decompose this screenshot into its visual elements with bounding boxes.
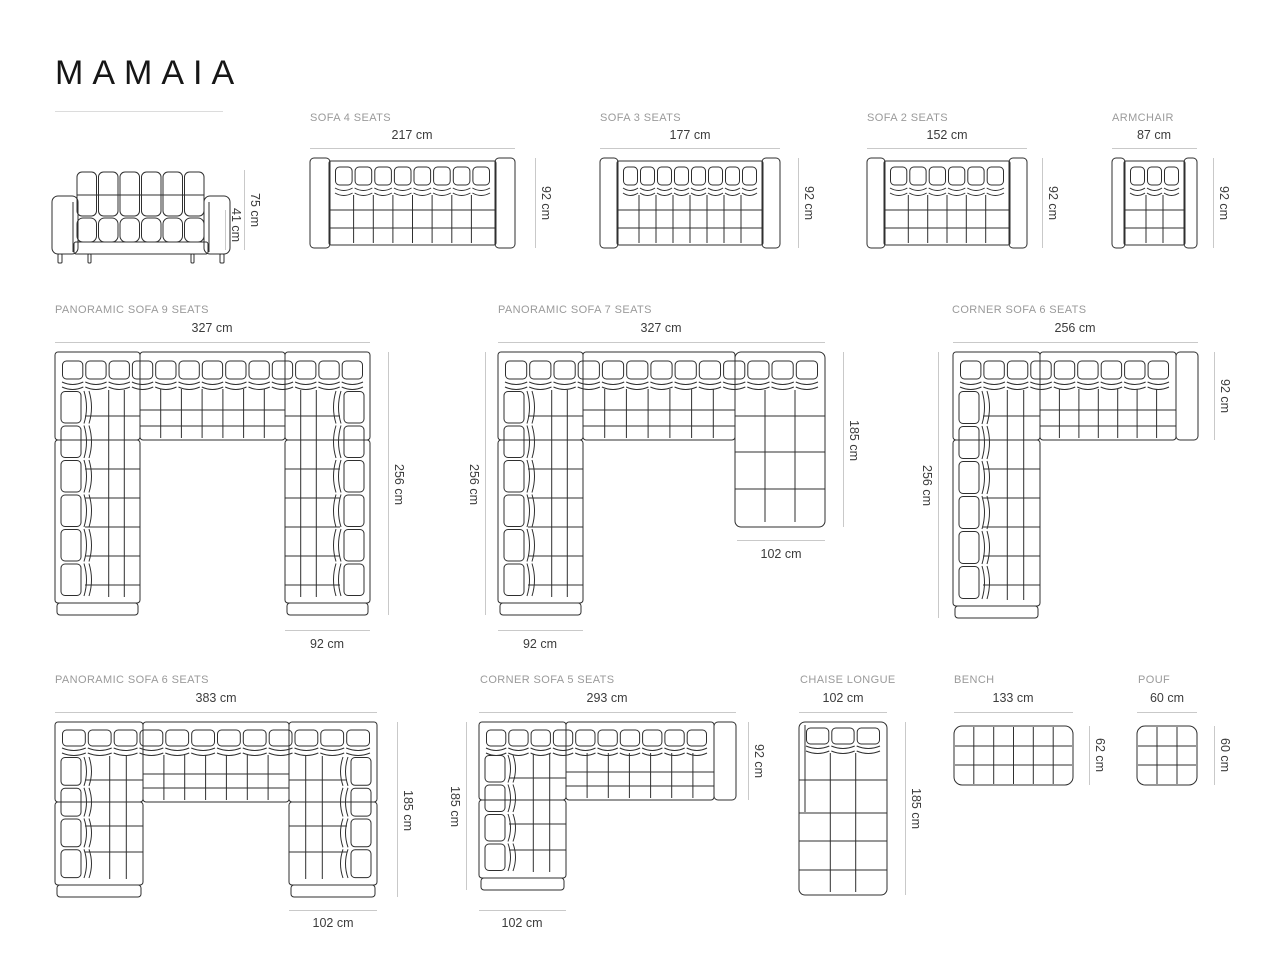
dim-chaise-width: 102 cm (822, 691, 864, 705)
dim-sofa4-width: 217 cm (391, 128, 433, 142)
dimline-corner6-width (953, 342, 1198, 343)
dimline-corner5-chaise (479, 910, 566, 911)
dim-pouf-width: 60 cm (1149, 691, 1185, 705)
label-panoramic-sofa-7-seats: PANORAMIC SOFA 7 SEATS (498, 304, 652, 316)
dim-pan7-left-depth: 256 cm (467, 463, 481, 505)
dimline-pan9-wing (285, 630, 370, 631)
dimline-bench-depth (1089, 726, 1090, 785)
dimline-sofa2-width (867, 148, 1027, 149)
dim-corner5-right-depth: 92 cm (752, 743, 766, 779)
bench-drawing (954, 726, 1073, 785)
dim-front-seat-height: 41 cm (229, 207, 243, 243)
panoramic-sofa-7-seats-drawing (498, 352, 825, 615)
label-sofa-3-seats: SOFA 3 SEATS (600, 112, 682, 124)
label-armchair: ARMCHAIR (1112, 112, 1174, 124)
dimline-sofa4-depth (535, 158, 536, 248)
dim-corner5-chaise: 102 cm (501, 916, 543, 930)
dimline-corner5-width (479, 712, 736, 713)
dimline-pouf-depth (1214, 726, 1215, 785)
chaise-longue-drawing (799, 722, 887, 895)
dim-sofa3-depth: 92 cm (802, 185, 816, 221)
dimline-front-height (244, 170, 245, 250)
dim-sofa2-depth: 92 cm (1046, 185, 1060, 221)
dim-corner5-left-depth: 185 cm (448, 785, 462, 827)
label-sofa-2-seats: SOFA 2 SEATS (867, 112, 949, 124)
label-bench: BENCH (954, 674, 995, 686)
dimline-bench-width (954, 712, 1073, 713)
dimline-pan7-left-depth (485, 352, 486, 615)
dimline-pan6-wing (289, 910, 377, 911)
sofa-4-seats-drawing (310, 158, 515, 248)
dimline-sofa2-depth (1042, 158, 1043, 248)
dim-pan7-width: 327 cm (640, 321, 682, 335)
title-underline (55, 111, 223, 112)
dimline-corner6-depth (1214, 352, 1215, 440)
dimline-corner5-right-depth (748, 722, 749, 800)
dim-bench-width: 133 cm (992, 691, 1034, 705)
dim-pan7-right-depth: 185 cm (847, 419, 861, 461)
page-title: MAMAIA (55, 54, 244, 92)
panoramic-sofa-9-seats-drawing (55, 352, 370, 615)
dimline-armchair-width (1112, 148, 1197, 149)
dim-pan7-chaise: 102 cm (760, 547, 802, 561)
dim-corner6-left-depth: 256 cm (920, 464, 934, 506)
dim-pan6-right-depth: 185 cm (401, 789, 415, 831)
dimline-sofa3-depth (798, 158, 799, 248)
dimline-chaise-width (799, 712, 887, 713)
dim-pan7-wing: 92 cm (522, 637, 558, 651)
dim-corner6-width: 256 cm (1054, 321, 1096, 335)
armchair-drawing (1112, 158, 1197, 248)
dim-pan6-width: 383 cm (195, 691, 237, 705)
sofa-front-elevation-drawing (52, 168, 230, 264)
dimline-pan9-width (55, 342, 370, 343)
pouf-drawing (1137, 726, 1197, 785)
dim-pan9-width: 327 cm (191, 321, 233, 335)
label-panoramic-sofa-6-seats: PANORAMIC SOFA 6 SEATS (55, 674, 209, 686)
dimline-sofa3-width (600, 148, 780, 149)
dim-bench-depth: 62 cm (1093, 737, 1107, 773)
dim-chaise-depth: 185 cm (909, 787, 923, 829)
dim-sofa4-depth: 92 cm (539, 185, 553, 221)
dimline-pan7-wing (498, 630, 583, 631)
dimline-corner6-left-depth (938, 352, 939, 618)
sofa-3-seats-drawing (600, 158, 780, 248)
label-panoramic-sofa-9-seats: PANORAMIC SOFA 9 SEATS (55, 304, 209, 316)
dim-corner5-width: 293 cm (586, 691, 628, 705)
label-corner-sofa-6-seats: CORNER SOFA 6 SEATS (952, 304, 1087, 316)
panoramic-sofa-6-seats-drawing (55, 722, 377, 897)
dimline-chaise-depth (905, 722, 906, 895)
dim-sofa3-width: 177 cm (669, 128, 711, 142)
label-sofa-4-seats: SOFA 4 SEATS (310, 112, 392, 124)
dim-armchair-depth: 92 cm (1217, 185, 1231, 221)
dim-pan9-wing: 92 cm (309, 637, 345, 651)
label-chaise-longue: CHAISE LONGUE (800, 674, 896, 686)
dim-corner6-depth: 92 cm (1218, 378, 1232, 414)
dim-pan9-depth: 256 cm (392, 463, 406, 505)
dimline-corner5-left-depth (466, 722, 467, 890)
corner-sofa-5-seats-drawing (479, 722, 736, 890)
dimline-armchair-depth (1213, 158, 1214, 248)
label-corner-sofa-5-seats: CORNER SOFA 5 SEATS (480, 674, 615, 686)
label-pouf: POUF (1138, 674, 1171, 686)
dimline-pan9-depth (388, 352, 389, 615)
dimline-pouf-width (1137, 712, 1197, 713)
dim-front-height: 75 cm (248, 192, 262, 228)
dim-pan6-wing: 102 cm (312, 916, 354, 930)
dim-sofa2-width: 152 cm (926, 128, 968, 142)
dim-armchair-width: 87 cm (1136, 128, 1172, 142)
corner-sofa-6-seats-drawing (953, 352, 1198, 618)
dimline-pan7-right-depth (843, 352, 844, 527)
dim-pouf-depth: 60 cm (1218, 737, 1232, 773)
dimline-pan6-right-depth (397, 722, 398, 897)
dimline-pan6-width (55, 712, 377, 713)
dimline-pan7-width (498, 342, 825, 343)
sofa-2-seats-drawing (867, 158, 1027, 248)
dimline-sofa4-width (310, 148, 515, 149)
